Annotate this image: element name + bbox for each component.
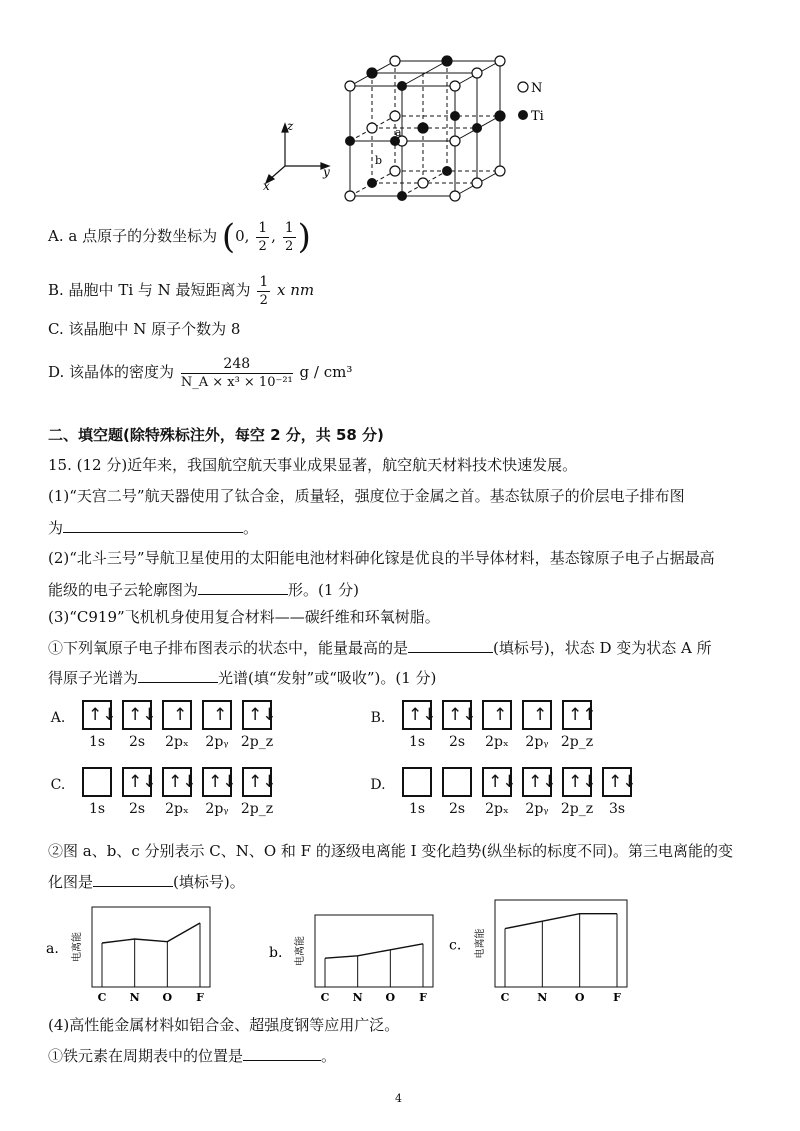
orbital-box — [402, 700, 437, 730]
orbital-box — [522, 767, 557, 797]
q15-stem: 15. (12 分)近年来，我国航空航天事业成果显著，航空航天材料技术快速发展。 — [48, 456, 578, 474]
orbital-name: 2s — [128, 734, 146, 750]
option-a — [48, 216, 311, 256]
q15-3-2-post: (填标号)。 — [173, 873, 245, 891]
answer-blank-1[interactable] — [63, 516, 243, 533]
option-a-frac2 — [283, 219, 296, 256]
orbital-name: 1s — [408, 801, 426, 817]
chart-panel-label: b. — [269, 945, 283, 961]
chart-panel-label: c. — [449, 937, 462, 954]
frac-den: N_A × x³ × 10⁻²¹ — [180, 374, 293, 390]
orbital-box — [562, 700, 597, 730]
orbital-option-label: D. — [370, 777, 386, 793]
orbital-box — [122, 767, 157, 797]
spin-arrows: ↑↓ — [528, 772, 557, 792]
orbital-name: 2p_z — [240, 734, 274, 750]
q15-4-1-pre: ①铁元素在周期表中的位置是 — [48, 1047, 244, 1065]
axis-x-label: x — [263, 179, 270, 193]
paren-open: ( — [221, 217, 236, 257]
q15-2-post: 形。(1 分) — [288, 581, 360, 599]
orbital-a — [48, 700, 348, 760]
q15-3-2-line2 — [48, 870, 245, 893]
spin-arrows: ↑↓ — [568, 772, 597, 792]
option-d-frac — [181, 355, 293, 392]
orbital-box — [602, 767, 637, 797]
legend-ti-icon — [518, 110, 528, 120]
orbital-d — [368, 767, 668, 827]
orbital-box — [522, 700, 552, 730]
orbital-name: 2pᵧ — [205, 734, 229, 750]
answer-blank-3[interactable] — [408, 636, 493, 653]
orbital-option-label: A. — [50, 710, 66, 726]
spin-arrows: ↑ — [533, 705, 548, 725]
orbital-option-label: B. — [370, 710, 386, 726]
option-c: C. 该晶胞中 N 原子个数为 8 — [48, 320, 241, 338]
option-b-frac — [257, 273, 270, 310]
orbital-c — [48, 767, 348, 827]
q15-1-line2 — [48, 516, 258, 539]
q15-3-1-pre: ①下列氧原子电子排布图表示的状态中，能量最高的是 — [48, 639, 409, 657]
spin-arrows: ↑↓ — [128, 772, 157, 792]
chart-series-line — [505, 914, 617, 929]
frac-num: 1 — [284, 219, 294, 236]
ionization-charts — [40, 895, 660, 1010]
spin-arrows: ↑↓ — [88, 705, 117, 725]
orbital-box — [562, 767, 597, 797]
spin-arrows: ↑↓ — [208, 772, 237, 792]
option-a-frac1 — [256, 219, 269, 256]
frac-den: 2 — [285, 238, 294, 254]
chart-ylabel: 电离能 — [475, 928, 486, 959]
frac-num: 248 — [181, 355, 293, 374]
q15-2-pre: 能级的电子云轮廓图为 — [48, 581, 199, 599]
q15-3-stem: (3)“C919”飞机机身使用复合材料——碳纤维和环氧树脂。 — [48, 608, 440, 626]
orbital-box — [162, 767, 197, 797]
orbital-name: 2pₓ — [485, 801, 509, 817]
chart-tick-label: N — [537, 991, 548, 1004]
orbital-name: 2pₓ — [165, 801, 189, 817]
orbital-name: 2s — [128, 801, 146, 817]
q15-3-1-line1 — [48, 636, 712, 659]
spin-arrows: ↑↓ — [248, 705, 277, 725]
option-d-unit: g / cm³ — [299, 363, 353, 381]
orbital-name: 2pᵧ — [205, 801, 229, 817]
orbital-name: 2s — [448, 734, 466, 750]
orbital-box — [242, 700, 277, 730]
orbital-option-label: C. — [50, 777, 66, 793]
q15-4-1-post: 。 — [321, 1047, 337, 1065]
spin-arrows: ↑↓ — [128, 705, 157, 725]
chart-panel-label: a. — [46, 941, 59, 957]
orbital-box — [442, 767, 472, 797]
section-heading: 二、填空题(除特殊标注外，每空 2 分，共 58 分) — [48, 426, 384, 444]
q15-4-stem: (4)高性能金属材料如铝合金、超强度钢等应用广泛。 — [48, 1016, 400, 1034]
point-a-label: a — [395, 126, 402, 139]
q15-3-1-post: (填标号)，状态 D 变为状态 A 所 — [493, 639, 712, 657]
orbital-box — [82, 767, 112, 797]
axis-z-label: z — [287, 119, 294, 133]
orbital-name: 1s — [88, 801, 106, 817]
legend-n-label: N — [531, 81, 543, 96]
orbital-box — [482, 767, 517, 797]
option-b-suffix: x nm — [277, 281, 315, 299]
answer-blank-6[interactable] — [243, 1044, 321, 1061]
option-b — [48, 270, 314, 310]
chart-frame — [92, 907, 210, 987]
orbital-name: 3s — [608, 801, 626, 817]
chart-tick-label: O — [162, 991, 173, 1004]
chart-tick-label: C — [320, 991, 330, 1004]
q15-2-line2 — [48, 578, 359, 601]
orbital-name: 2p_z — [240, 801, 274, 817]
orbital-name: 1s — [408, 734, 426, 750]
orbital-box — [202, 700, 232, 730]
legend-ti-label: Ti — [531, 109, 544, 124]
q15-3-2-pre: 化图是 — [48, 873, 94, 891]
orbital-box — [402, 767, 432, 797]
chart-tick-label: C — [500, 991, 510, 1004]
orbital-name: 2pₓ — [165, 734, 189, 750]
orbital-name: 2s — [448, 801, 466, 817]
orbital-name: 1s — [88, 734, 106, 750]
chart-tick-label: O — [574, 991, 585, 1004]
frac-num: 1 — [258, 219, 268, 236]
frac-num: 1 — [259, 273, 269, 290]
axis-y-label: y — [323, 165, 330, 179]
chart-ylabel: 电离能 — [72, 932, 83, 962]
spin-arrows: ↑↓ — [408, 705, 437, 725]
chart-tick-label: F — [196, 991, 204, 1004]
frac-den: 2 — [258, 238, 267, 254]
spin-arrows: ↑↓ — [448, 705, 477, 725]
orbital-name: 2p_z — [560, 801, 594, 817]
page-number: 4 — [395, 1092, 402, 1105]
option-a-zero: 0, — [235, 227, 250, 245]
orbital-box — [82, 700, 117, 730]
orbital-box — [162, 700, 192, 730]
spin-arrows: ↑ — [173, 705, 188, 725]
answer-blank-4[interactable] — [138, 666, 218, 683]
orbital-box — [242, 767, 277, 797]
answer-blank-5[interactable] — [93, 870, 173, 887]
chart-series-line — [325, 944, 423, 958]
orbital-box — [482, 700, 512, 730]
spin-arrows: ↑↓ — [488, 772, 517, 792]
spin-arrows: ↑↓ — [608, 772, 637, 792]
orbital-name: 2pᵧ — [525, 734, 549, 750]
q15-3-1b-post: 光谱(填“发射”或“吸收”)。(1 分) — [218, 669, 437, 687]
chart-series-line — [102, 923, 200, 943]
orbital-box — [122, 700, 157, 730]
q15-3-1b-pre: 得原子光谱为 — [48, 669, 139, 687]
chart-tick-label: F — [419, 991, 427, 1004]
orbital-box — [202, 767, 237, 797]
chart-tick-label: O — [385, 991, 396, 1004]
q15-3-2-line1: ②图 a、b、c 分别表示 C、N、O 和 F 的逐级电离能 I 变化趋势(纵坐标的标度不同)。第三电离能的变 — [48, 842, 734, 860]
q15-1-post: 。 — [243, 519, 259, 537]
chart-frame — [315, 915, 433, 987]
crystal-cell-diagram — [255, 48, 555, 213]
q15-3-1-line2 — [48, 666, 436, 689]
option-a-comma: , — [271, 227, 276, 245]
orbital-b — [368, 700, 668, 760]
orbital-name: 2p_z — [560, 734, 594, 750]
chart-tick-label: N — [352, 991, 363, 1004]
orbital-name: 2pᵧ — [525, 801, 549, 817]
chart-tick-label: C — [97, 991, 107, 1004]
spin-arrows: ↑↓ — [248, 772, 277, 792]
q15-1-line1: (1)“天宫二号”航天器使用了钛合金，质量轻，强度位于金属之首。基态钛原子的价层电子排布图 — [48, 487, 685, 505]
chart-tick-label: N — [129, 991, 140, 1004]
option-d-text: D. 该晶体的密度为 — [48, 363, 175, 381]
frac-den: 2 — [259, 292, 268, 308]
answer-blank-2[interactable] — [198, 578, 288, 595]
spin-arrows: ↑↓ — [168, 772, 197, 792]
coordinate-axes — [266, 124, 329, 183]
q15-1-pre: 为 — [48, 519, 64, 537]
option-d — [48, 350, 352, 394]
spin-arrows: ↑ — [213, 705, 228, 725]
chart-ylabel: 电离能 — [295, 936, 306, 966]
option-b-text: B. 晶胞中 Ti 与 N 最短距离为 — [48, 281, 251, 299]
orbital-name: 2pₓ — [485, 734, 509, 750]
spin-arrows: ↑ — [493, 705, 508, 725]
point-b-label: b — [375, 154, 383, 167]
option-a-text: A. a 点原子的分数坐标为 — [48, 227, 218, 245]
spin-arrows: ↑↑ — [568, 705, 597, 725]
chart-tick-label: F — [613, 991, 621, 1004]
q15-4-1 — [48, 1044, 336, 1067]
orbital-box — [442, 700, 477, 730]
q15-2-line1: (2)“北斗三号”导航卫星使用的太阳能电池材料砷化镓是优良的半导体材料，基态镓原子电子占据最高 — [48, 549, 715, 567]
legend-n-icon — [518, 82, 528, 92]
paren-close: ) — [297, 217, 311, 257]
